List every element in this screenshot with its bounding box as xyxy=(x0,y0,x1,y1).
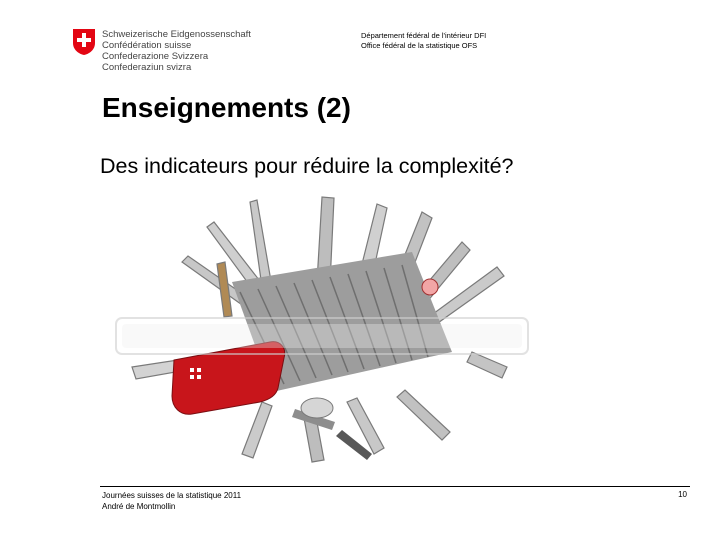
watermark-icon xyxy=(112,312,532,360)
confederation-name-it: Confederazione Svizzera xyxy=(102,51,209,62)
department-block xyxy=(361,31,486,51)
footer-divider xyxy=(100,486,690,487)
footer-event: Journées suisses de la statistique 2011 xyxy=(102,491,242,500)
confederation-name-rm: Confederaziun svizra xyxy=(102,62,192,73)
page-subtitle: Des indicateurs pour réduire la complexité? xyxy=(100,154,514,178)
footer-author: André de Montmollin xyxy=(102,502,176,511)
department-name: Département fédéral de l'intérieur DFI xyxy=(361,31,487,40)
swiss-cross-logo-icon xyxy=(72,28,96,56)
confederation-name-de: Schweizerische Eidgenossenschaft xyxy=(102,29,251,40)
confederation-name-fr: Confédération suisse xyxy=(102,40,192,51)
page-number: 10 xyxy=(678,490,687,499)
page-title: Enseignements (2) xyxy=(102,92,351,123)
confederation-names xyxy=(102,29,251,73)
office-name: Office fédéral de la statistique OFS xyxy=(361,41,478,50)
footer-info xyxy=(102,490,241,512)
